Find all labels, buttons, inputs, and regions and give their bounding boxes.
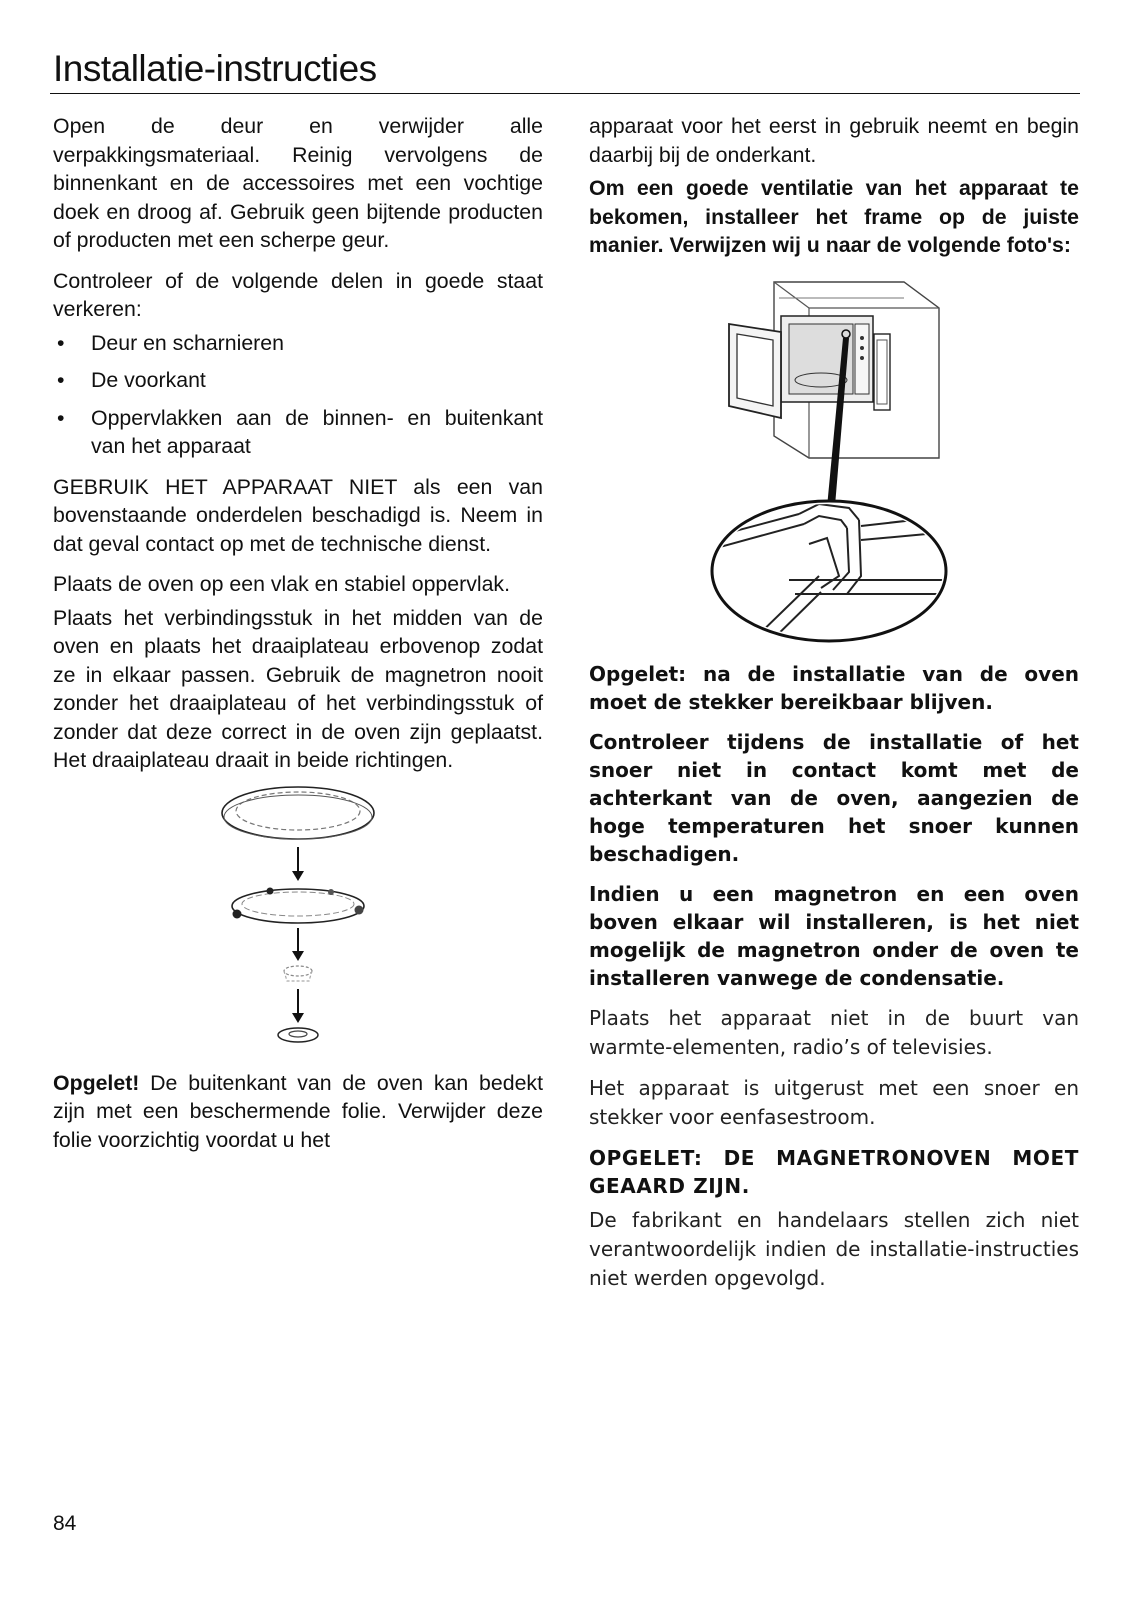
paragraph-protective-foil bbox=[53, 1069, 543, 1155]
list-item: • Oppervlakken aan de binnen- en buitenkant van het apparaat bbox=[53, 404, 543, 461]
paragraph-stacking: Indien u een magnetron en een oven boven elkaar wil installeren, is het niet mogelijk de magnetron onder de oven te installeren vanwege de condensatie. bbox=[589, 881, 1079, 990]
page-number: 84 bbox=[53, 1512, 77, 1535]
paragraph-unpack: Open de deur en verwijder alle verpakkingsmateriaal. Reinig vervolgens de binnenkant en de accessoires met een vochtige doek en droog af. Gebruik geen bijtende producten of producten met een scherpe geur. bbox=[53, 114, 543, 252]
left-column bbox=[53, 112, 543, 1166]
paragraph-liability: De fabrikant en handelaars stellen zich niet verantwoordelijk indien de installatie-instructies niet werden opgevolgd. bbox=[589, 1207, 1079, 1290]
paragraph-grounding: OPGELET: DE MAGNETRONOVEN MOET GEAARD ZIJN. bbox=[589, 1145, 1079, 1198]
paragraph-cord-contact: Controleer tijdens de installatie of het snoer niet in contact komt met de achterkant van de oven, aangezien de hoge temperaturen het snoer kunnen beschadigen. bbox=[589, 729, 1079, 866]
paragraph-first-use: apparaat voor het eerst in gebruik neemt en begin daarbij bij de onderkant. bbox=[589, 114, 1079, 167]
paragraph-ventilation: Om een goede ventilatie van het apparaat te bekomen, installeer het frame op de juiste manier. Verwijzen wij u naar de volgende foto's: bbox=[589, 176, 1079, 257]
warning-label: Opgelet! bbox=[53, 1070, 140, 1095]
paragraph-single-phase: Het apparaat is uitgerust met een snoer en stekker voor eenfasestroom. bbox=[589, 1075, 1079, 1129]
warning-text: De buitenkant van de oven kan bedekt zijn met een beschermende folie. Verwijder deze folie voorzichtig voordat u het bbox=[53, 1070, 543, 1152]
list-item: • Deur en scharnieren bbox=[53, 329, 543, 358]
turntable-assembly-diagram bbox=[213, 783, 383, 1053]
title-divider bbox=[50, 93, 1080, 94]
paragraph-check: Controleer of de volgende delen in goede staat verkeren: bbox=[53, 268, 543, 321]
paragraph-place-oven: Plaats de oven op een vlak en stabiel oppervlak. bbox=[53, 572, 510, 596]
list-item: • De voorkant bbox=[53, 366, 543, 395]
paragraph-heat-sources: Plaats het apparaat niet in de buurt van warmte-elementen, radio’s of televisies. bbox=[589, 1005, 1079, 1059]
check-list bbox=[53, 329, 543, 461]
frame-installation-diagram bbox=[709, 276, 959, 646]
right-column bbox=[589, 112, 1079, 1305]
paragraph-plug-accessible: Opgelet: na de installatie van de oven moet de stekker bereikbaar blijven. bbox=[589, 661, 1079, 714]
paragraph-turntable: Plaats het verbindingsstuk in het midden van de oven en plaats het draaiplateau erbovenop zodat ze in elkaar passen. Gebruik de magnetron nooit zonder het draaiplateau of het verbindingsstuk of zonder dat deze correct in de oven zijn geplaatst. Het draaiplateau draait in beide richtingen. bbox=[53, 605, 543, 772]
paragraph-do-not-use: GEBRUIK HET APPARAAT NIET als een van bovenstaande onderdelen beschadigd is. Neem in dat geval contact op met de technische dienst. bbox=[53, 474, 543, 556]
page-title: Installatie-instructies bbox=[53, 48, 377, 89]
